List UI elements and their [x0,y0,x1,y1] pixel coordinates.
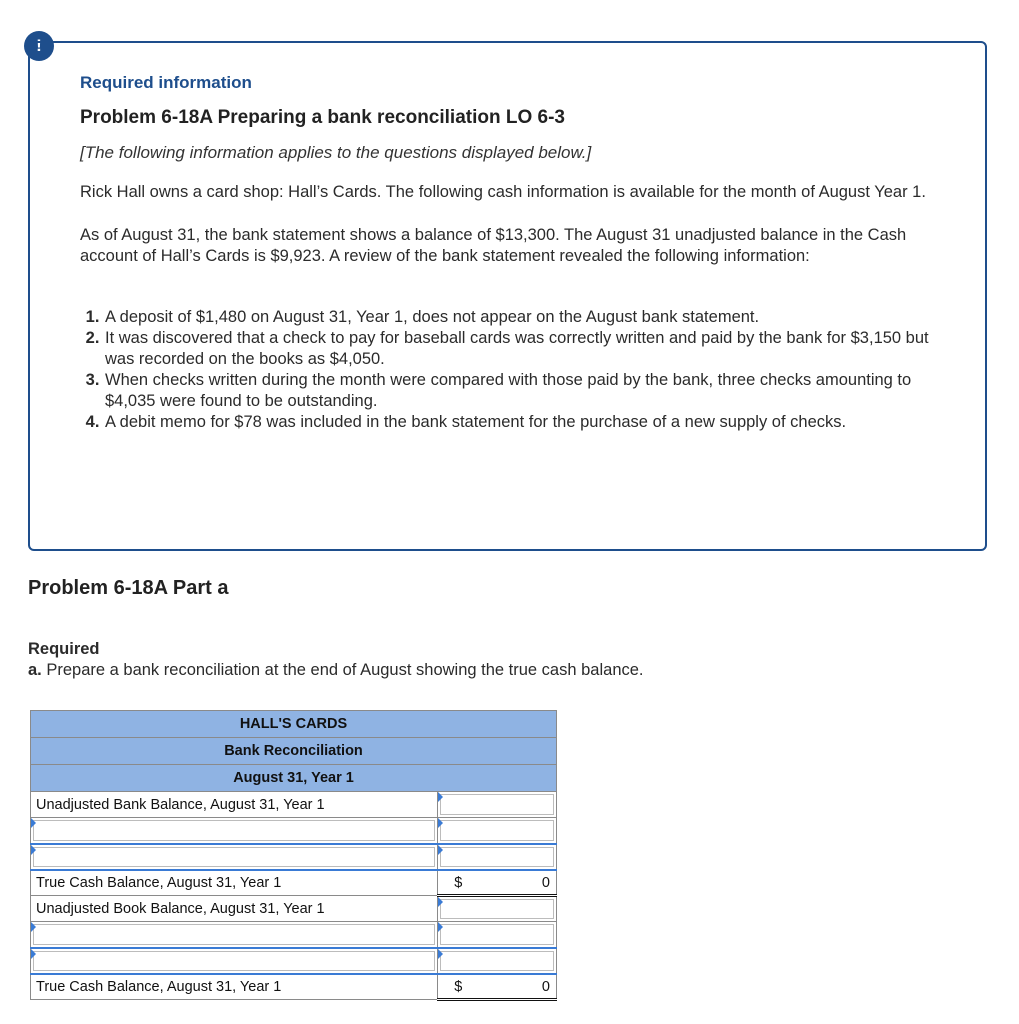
book-adjustment-2-amount-input[interactable] [438,948,557,974]
true-cash-balance-bank-amount: 0 [541,874,550,891]
true-cash-balance-book-amount: 0 [541,978,550,995]
book-adjustment-1-amount-input[interactable] [438,922,557,948]
true-cash-balance-book-value [438,974,557,1000]
list-item: 4. A debit memo for $78 was included in the bank statement for the purchase of a new supply of checks. [104,412,940,433]
table-row [31,844,557,870]
table-row [31,870,557,896]
table-statement-name: Bank Reconciliation [31,738,557,765]
table-row [31,974,557,1000]
info-note: [The following information applies to the questions displayed below.] [80,143,592,162]
true-cash-balance-book-label: True Cash Balance, August 31, Year 1 [31,974,438,1000]
table-row [31,896,557,922]
true-cash-balance-bank-value [438,870,557,896]
required-information-panel [28,41,987,551]
bank-adjustment-1-amount-input[interactable] [438,818,557,844]
currency-symbol: $ [454,874,463,891]
bank-reconciliation-table [30,710,557,1001]
instruction-text: Prepare a bank reconciliation at the end of August showing the true cash balance. [46,661,644,679]
table-row [31,792,557,818]
book-adjustment-2-description-input[interactable] [31,948,438,974]
table-row [31,818,557,844]
unadjusted-bank-balance-input[interactable] [438,792,557,818]
bank-adjustment-1-description-input[interactable] [31,818,438,844]
bank-adjustment-2-description-input[interactable] [31,844,438,870]
currency-symbol: $ [454,978,463,995]
problem-title: Problem 6-18A Preparing a bank reconciliation LO 6-3 [80,107,565,128]
intro-paragraph: Rick Hall owns a card shop: Hall’s Cards. The following cash information is available for the month of August Year 1. [80,183,926,201]
table-company-name: HALL'S CARDS [31,711,557,738]
book-adjustment-1-description-input[interactable] [31,922,438,948]
list-item: 1. A deposit of $1,480 on August 31, Year 1, does not appear on the August bank statement. [104,307,940,328]
required-label: Required [28,640,100,658]
bank-adjustment-2-amount-input[interactable] [438,844,557,870]
information-list [80,307,940,433]
list-item: 3. When checks written during the month were compared with those paid by the bank, three checks amounting to $4,035 were found to be outstanding. [104,370,940,412]
table-date: August 31, Year 1 [31,765,557,792]
instruction-letter: a. [28,661,42,679]
list-item: 2. It was discovered that a check to pay for baseball cards was correctly written and paid by the bank for $3,150 but was recorded on the books as $4,050. [104,328,940,370]
part-title: Problem 6-18A Part a [28,577,229,599]
table-row [31,948,557,974]
unadjusted-bank-balance-label: Unadjusted Bank Balance, August 31, Year 1 [31,792,438,818]
required-information-heading: Required information [80,73,252,92]
unadjusted-book-balance-label: Unadjusted Book Balance, August 31, Year 1 [31,896,438,922]
true-cash-balance-bank-label: True Cash Balance, August 31, Year 1 [31,870,438,896]
alert-icon: ! [24,31,54,61]
instruction [28,660,644,681]
bank-statement-paragraph: As of August 31, the bank statement shows a balance of $13,300. The August 31 unadjusted balance in the Cash account of Hall’s Cards is $9,923. A review of the bank statement revealed the following information: [80,226,907,265]
table-row [31,922,557,948]
required-block [28,639,644,681]
unadjusted-book-balance-input[interactable] [438,896,557,922]
